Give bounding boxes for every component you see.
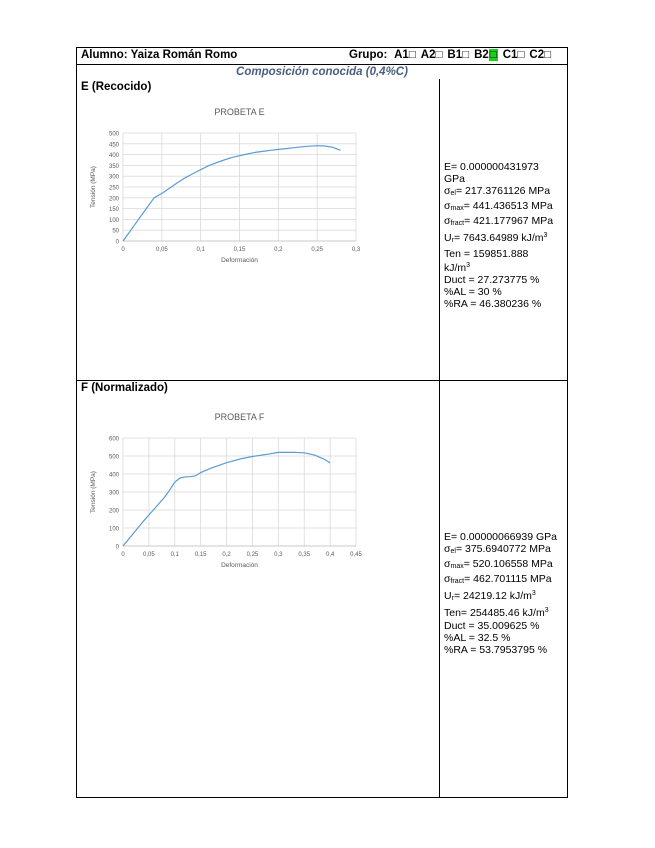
group-option-a2[interactable] <box>421 49 443 61</box>
y-tick-label: 500 <box>108 454 119 461</box>
group-option-label: A2 <box>420 49 436 61</box>
result-ur: $U_r= 24219.12$ $kJ/m^3$ <box>444 590 536 603</box>
y-tick-label: 150 <box>108 207 119 214</box>
y-tick-label: 400 <box>108 472 119 479</box>
group-option-label: C1 <box>502 49 518 61</box>
group-option-label: C2 <box>529 49 545 61</box>
x-tick-label: 0,25 <box>246 552 259 558</box>
group-option-label: A1 <box>394 49 409 61</box>
x-tick-label: 0,1 <box>196 247 205 253</box>
chart-svg <box>81 103 366 283</box>
checkbox-icon[interactable]: □ <box>408 49 416 61</box>
checkbox-icon[interactable]: □ <box>489 49 497 61</box>
y-tick-label: 600 <box>108 436 119 443</box>
column-divider <box>439 79 440 797</box>
x-tick-label: 0,4 <box>325 552 335 558</box>
group-option-label: B2 <box>474 49 489 61</box>
result-sigma-max: $\sigma_{max}= 441.436513$ MPa <box>444 200 553 213</box>
x-tick-label: 0 <box>121 552 125 558</box>
result-al: %AL = 32.5 % <box>444 631 511 644</box>
group-label: Grupo: <box>349 49 388 61</box>
group-selector <box>349 49 556 61</box>
x-tick-label: 0,45 <box>350 552 362 558</box>
result-ten: Ten = 159851.888 <box>444 247 529 260</box>
y-tick-label: 300 <box>108 174 119 181</box>
x-tick-label: 0,05 <box>143 552 155 558</box>
group-option-c2[interactable] <box>529 49 551 61</box>
x-tick-label: 0,2 <box>222 552 231 558</box>
result-ur: $U_r= 7643.64989$ $kJ/m^3$ <box>444 232 548 245</box>
y-tick-label: 300 <box>108 490 119 497</box>
y-tick-label: 0 <box>115 239 119 246</box>
result-sigma-max: $\sigma_{max}= 520.106558$ MPa <box>444 558 553 571</box>
series-line <box>123 146 341 241</box>
section-title-e: E (Recocido) <box>81 81 152 93</box>
result-sigma-el: $\sigma_{el}= 217.3761126$ MPa <box>444 185 551 198</box>
result-sigma-fract: $\sigma_{fract}= 421.177967$ MPa <box>444 215 554 228</box>
x-tick-label: 0 <box>121 247 125 253</box>
y-axis-label: Tensión (MPa) <box>90 471 97 513</box>
y-tick-label: 200 <box>108 508 119 515</box>
x-axis-label: Deformación <box>221 562 258 569</box>
result-duct: Duct = 27.273775 % <box>444 273 540 286</box>
section-title-f: F (Normalizado) <box>81 382 168 394</box>
report-table <box>76 47 568 798</box>
x-tick-label: 0,05 <box>155 247 168 253</box>
checkbox-icon[interactable]: □ <box>462 49 470 61</box>
result-sigma-el: $\sigma_{el}= 375.6940772$ MPa <box>444 543 551 556</box>
y-tick-label: 200 <box>108 196 119 203</box>
y-tick-label: 50 <box>112 228 119 235</box>
results-f <box>444 531 557 656</box>
x-tick-label: 0,1 <box>170 552 179 558</box>
y-tick-label: 350 <box>108 163 119 170</box>
x-tick-label: 0,15 <box>194 552 207 558</box>
result-e-modulus: E= 0.00000066939 GPa <box>444 531 557 543</box>
chart-probeta-f <box>81 408 366 588</box>
result-ra: %RA = 53.7953795 % <box>444 643 548 656</box>
checkbox-icon[interactable]: □ <box>435 49 443 61</box>
group-option-c1[interactable] <box>503 49 525 61</box>
y-tick-label: 100 <box>108 526 119 533</box>
chart-probeta-e <box>81 103 366 283</box>
y-tick-label: 450 <box>108 142 119 149</box>
x-tick-label: 0,2 <box>274 247 283 253</box>
x-axis-label: Deformación <box>221 257 258 264</box>
group-option-label: B1 <box>447 49 463 61</box>
result-sigma-fract: $\sigma_{fract}= 462.701115$ MPa <box>444 573 552 586</box>
chart-title: PROBETA F <box>214 412 265 422</box>
y-tick-label: 250 <box>108 185 119 192</box>
checkbox-icon[interactable]: □ <box>544 49 552 61</box>
y-tick-label: 0 <box>115 544 119 551</box>
section-divider <box>77 380 567 381</box>
result-ten: Ten= 254485.46 $kJ/m^3$ <box>444 607 549 620</box>
checkbox-icon[interactable]: □ <box>517 49 525 61</box>
result-ra: %RA = 46.380236 % <box>444 297 542 310</box>
composition-subtitle: Composición conocida (0,4%C) <box>236 66 408 78</box>
result-duct: Duct = 35.009625 % <box>444 619 540 632</box>
x-tick-label: 0,3 <box>274 552 283 558</box>
x-tick-label: 0,35 <box>298 552 311 558</box>
chart-title: PROBETA E <box>214 107 265 117</box>
results-e <box>444 161 553 310</box>
result-e-modulus-unit: GPa <box>444 173 466 186</box>
chart-svg <box>81 408 366 588</box>
student-name: Alumno: Yaiza Román Romo <box>81 49 238 61</box>
group-option-a1[interactable] <box>394 49 416 61</box>
group-option-b2[interactable] <box>474 49 498 61</box>
y-axis-label: Tensión (MPa) <box>90 166 97 208</box>
group-option-b1[interactable] <box>447 49 469 61</box>
y-tick-label: 500 <box>108 131 119 138</box>
x-tick-label: 0,15 <box>233 247 246 253</box>
x-tick-label: 0,25 <box>311 247 324 253</box>
result-ten-unit: $kJ/m^3$ <box>444 261 471 274</box>
y-tick-label: 400 <box>108 153 119 160</box>
x-tick-label: 0,3 <box>351 247 361 253</box>
y-tick-label: 100 <box>108 217 119 224</box>
header-row <box>77 48 567 65</box>
result-e-modulus: E= 0.000000431973 <box>444 161 539 173</box>
result-al: %AL = 30 % <box>444 285 502 298</box>
